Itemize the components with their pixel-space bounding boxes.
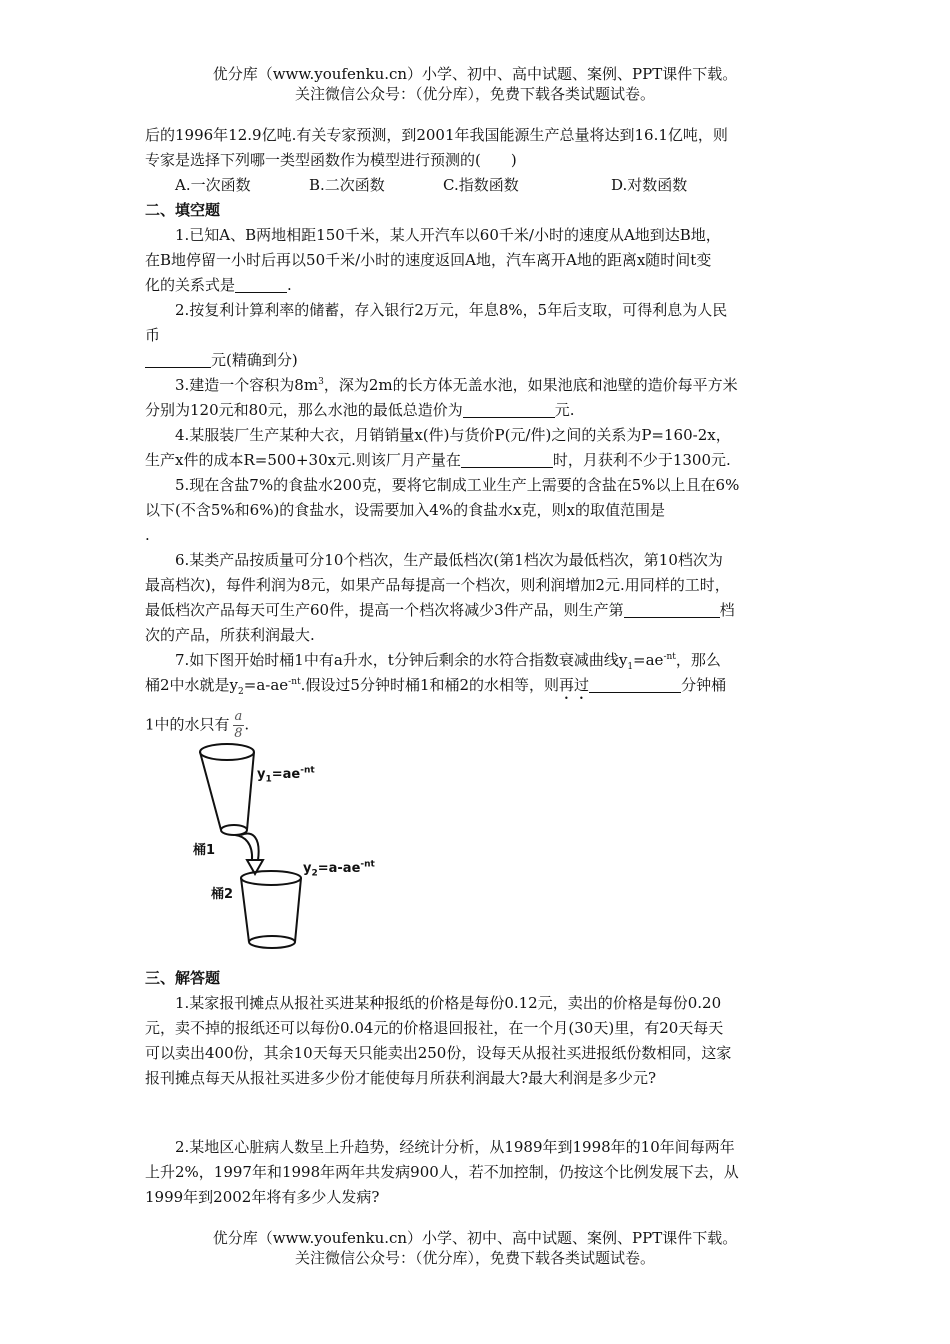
- formula-sup: -nt: [300, 765, 315, 776]
- formula-y: y: [303, 861, 312, 876]
- option-d: D.对数函数: [611, 176, 688, 194]
- fill-q7-end: .: [244, 715, 250, 734]
- bucket-1-shape: [200, 744, 254, 835]
- fill-question-7: [145, 648, 813, 742]
- fill-q2-text: 元(精确到分): [211, 351, 298, 369]
- fill-q7-text-4: 桶2中水就是y: [145, 676, 239, 694]
- answer-blank[interactable]: [461, 451, 553, 468]
- fill-q4-line-b: [145, 448, 813, 473]
- fill-q7-sup-1: -nt: [663, 652, 676, 662]
- fill-question-6: [145, 548, 813, 648]
- formula-sub: 1: [265, 774, 272, 785]
- fill-q2-line-c: [145, 348, 813, 373]
- fill-question-3: [145, 373, 813, 423]
- option-a: A.一次函数: [175, 176, 251, 194]
- bucket-drawing: [185, 742, 485, 960]
- fill-q6-line-a: 6.某类产品按质量可分10个档次，生产最低档次(第1档次为最低档次，第10档次为: [175, 551, 723, 569]
- answer-question-1: [145, 991, 813, 1091]
- ans-q1-line-a: 1.某家报刊摊点从报社买进某种报纸的价格是每份0.12元，卖出的价格是每份0.20: [175, 994, 722, 1012]
- fill-q1-line-a: 1.已知A、B两地相距150千米，某人开汽车以60千米/小时的速度从A地到达B地，: [175, 226, 721, 244]
- bucket-1-label: 桶1: [193, 843, 216, 858]
- fraction: [233, 709, 245, 742]
- formula-body: =ae: [271, 767, 301, 782]
- fill-q7-text-7: 分钟桶: [681, 676, 727, 694]
- ans-q1-line-d: 报刊摊点每天从报社买进多少份才能使每月所获利润最大?最大利润是多少元?: [145, 1069, 657, 1087]
- fill-q7-line-c: [145, 709, 813, 742]
- answer-blank[interactable]: [235, 276, 287, 293]
- formula-sup: -nt: [360, 859, 375, 870]
- option-b: B.二次函数: [309, 176, 385, 194]
- ans-q2-line-a: 2.某地区心脏病人数呈上升趋势，经统计分析，从1989年到1998年的10年间每两年: [175, 1138, 735, 1156]
- footer-line-1: 优分库（www.youfenku.cn）小学、初中、高中试题、案例、PPT课件下载。: [212, 1229, 738, 1247]
- fill-q4-text-1: 生产x件的成本R=500+30x元.则该厂月产量在: [145, 451, 461, 469]
- header-line-2: 关注微信公众号：（优分库），免费下载各类试题试卷。: [294, 85, 655, 103]
- fill-q6-line-b: 最高档次)，每件利润为8元，如果产品每提高一个档次，则利润增加2元.用同样的工时，: [145, 576, 730, 594]
- fill-q7-text-1: 7.如下图开始时桶1中有a升水，t分钟后剩余的水符合指数衰减曲线y: [175, 651, 628, 669]
- footer-line-2: 关注微信公众号：（优分库），免费下载各类试题试卷。: [294, 1249, 655, 1267]
- option-c: C.指数函数: [443, 176, 519, 194]
- ans-q2-line-b: 上升2%，1997年和1998年两年共发病900人，若不加控制，仍按这个比例发展下去，从: [145, 1163, 739, 1181]
- choice-options: [145, 173, 813, 198]
- page-body: [145, 123, 813, 1210]
- formula-sub: 2: [311, 868, 318, 879]
- fill-question-1: [145, 223, 813, 298]
- ans-q1-line-b: 元，卖不掉的报纸还可以每份0.04元的价格退回报社，在一个月(30天)里，有20天每天: [145, 1019, 724, 1037]
- page-footer: [0, 1228, 950, 1268]
- fill-q3-text-1: 3.建造一个容积为8m: [175, 376, 319, 394]
- fill-q7-text-6: .假设过5分钟时桶1和桶2的水相等，则: [300, 676, 560, 694]
- fill-q4-text-2: 时，月获利不少于1300元.: [552, 451, 731, 469]
- answer-blank[interactable]: [463, 401, 555, 418]
- fill-question-4: [145, 423, 813, 473]
- bucket-figure: [185, 742, 485, 960]
- fill-question-5: [145, 473, 813, 548]
- fill-q6-line-c: [145, 598, 813, 623]
- fill-q6-text-2: 档: [719, 601, 735, 619]
- page-header: [0, 64, 950, 104]
- section-answer-title: 三、解答题: [145, 969, 221, 987]
- fill-q2-line-a: 2.按复利计算利率的储蓄，存入银行2万元，年息8%，5年后支取，可得利息为人民: [175, 301, 728, 319]
- fill-q3-line-b: [145, 398, 813, 423]
- answer-blank[interactable]: [145, 351, 211, 368]
- fill-q7-line-a: [145, 648, 813, 673]
- section-fill-title: 二、填空题: [145, 201, 221, 219]
- fill-q7-sub-2: 2: [238, 687, 244, 697]
- fill-q1-end: .: [287, 276, 292, 294]
- continued-line-1: 后的1996年12.9亿吨.有关专家预测，到2001年我国能源生产总量将达到16.1亿吨，则: [145, 126, 728, 144]
- fill-q5-line-c: .: [145, 526, 150, 544]
- ans-q1-line-c: 可以卖出400份，其余10天每天只能卖出250份，设每天从报社买进报纸份数相同，这家: [145, 1044, 732, 1062]
- fill-q3-text-3: 分别为120元和80元，那么水池的最低总造价为: [145, 401, 463, 419]
- formula-body: =a-ae: [317, 861, 361, 876]
- fill-question-2: [145, 298, 813, 373]
- fill-q7-text-2: =ae: [633, 651, 664, 669]
- fill-q6-line-d: 次的产品，所获利润最大.: [145, 626, 315, 644]
- fill-q7-text-8: 1中的水只有: [145, 715, 230, 734]
- bucket-2-shape: [241, 871, 301, 948]
- fill-q3-line-a: [145, 373, 813, 398]
- fill-q5-line-b: 以下(不含5%和6%)的食盐水，设需要加入4%的食盐水x克，则x的取值范围是: [145, 501, 666, 519]
- fill-q7-text-3: ，那么: [675, 651, 721, 669]
- answer-blank[interactable]: [624, 601, 720, 618]
- fill-q3-text-4: 元.: [554, 401, 575, 419]
- fill-q7-sub-1: 1: [627, 662, 634, 672]
- bucket-2-label: 桶2: [211, 887, 234, 902]
- fraction-denominator: 8: [234, 726, 243, 741]
- header-line-1: 优分库（www.youfenku.cn）小学、初中、高中试题、案例、PPT课件下载。: [212, 65, 738, 83]
- continued-line-2: 专家是选择下列哪一类型函数作为模型进行预测的( ): [145, 151, 517, 169]
- fill-q7-text-5: =a-ae: [243, 676, 289, 694]
- ans-q2-line-c: 1999年到2002年将有多少人发病?: [145, 1188, 380, 1206]
- fill-q1-text: 化的关系式是: [145, 276, 236, 294]
- bucket-1-formula: [257, 762, 315, 787]
- fill-q6-text-1: 最低档次产品每天可生产60件，提高一个档次将减少3件产品，则生产第: [145, 601, 624, 619]
- fill-q1-line-b: 在B地停留一小时后再以50千米/小时的速度返回A地，汽车离开A地的距离x随时间t变: [145, 251, 712, 269]
- fill-q5-line-a: 5.现在含盐7%的食盐水200克，要将它制成工业生产上需要的含盐在5%以上且在6%: [175, 476, 740, 494]
- fill-q1-line-c: [145, 273, 813, 298]
- pour-arrow-icon: [235, 834, 263, 874]
- answer-question-2: [145, 1135, 813, 1210]
- fill-q7-emphasis: 再过: [559, 676, 590, 694]
- fill-q2-line-b: 币: [145, 326, 161, 344]
- fraction-numerator: a: [234, 709, 243, 724]
- formula-y: y: [257, 767, 266, 782]
- answer-blank[interactable]: [589, 676, 681, 693]
- fill-q4-line-a: 4.某服装厂生产某种大衣，月销销量x(件)与货价P(元/件)之间的关系为P=160-2x，: [175, 426, 731, 444]
- bucket-2-formula: [303, 856, 375, 881]
- fill-q7-sup-2: -nt: [288, 677, 301, 687]
- fill-q7-line-b: [145, 673, 813, 703]
- fill-q3-text-2: ，深为2m的长方体无盖水池，如果池底和池壁的造价每平方米: [323, 376, 738, 394]
- fill-q3-sup: 3: [318, 377, 324, 387]
